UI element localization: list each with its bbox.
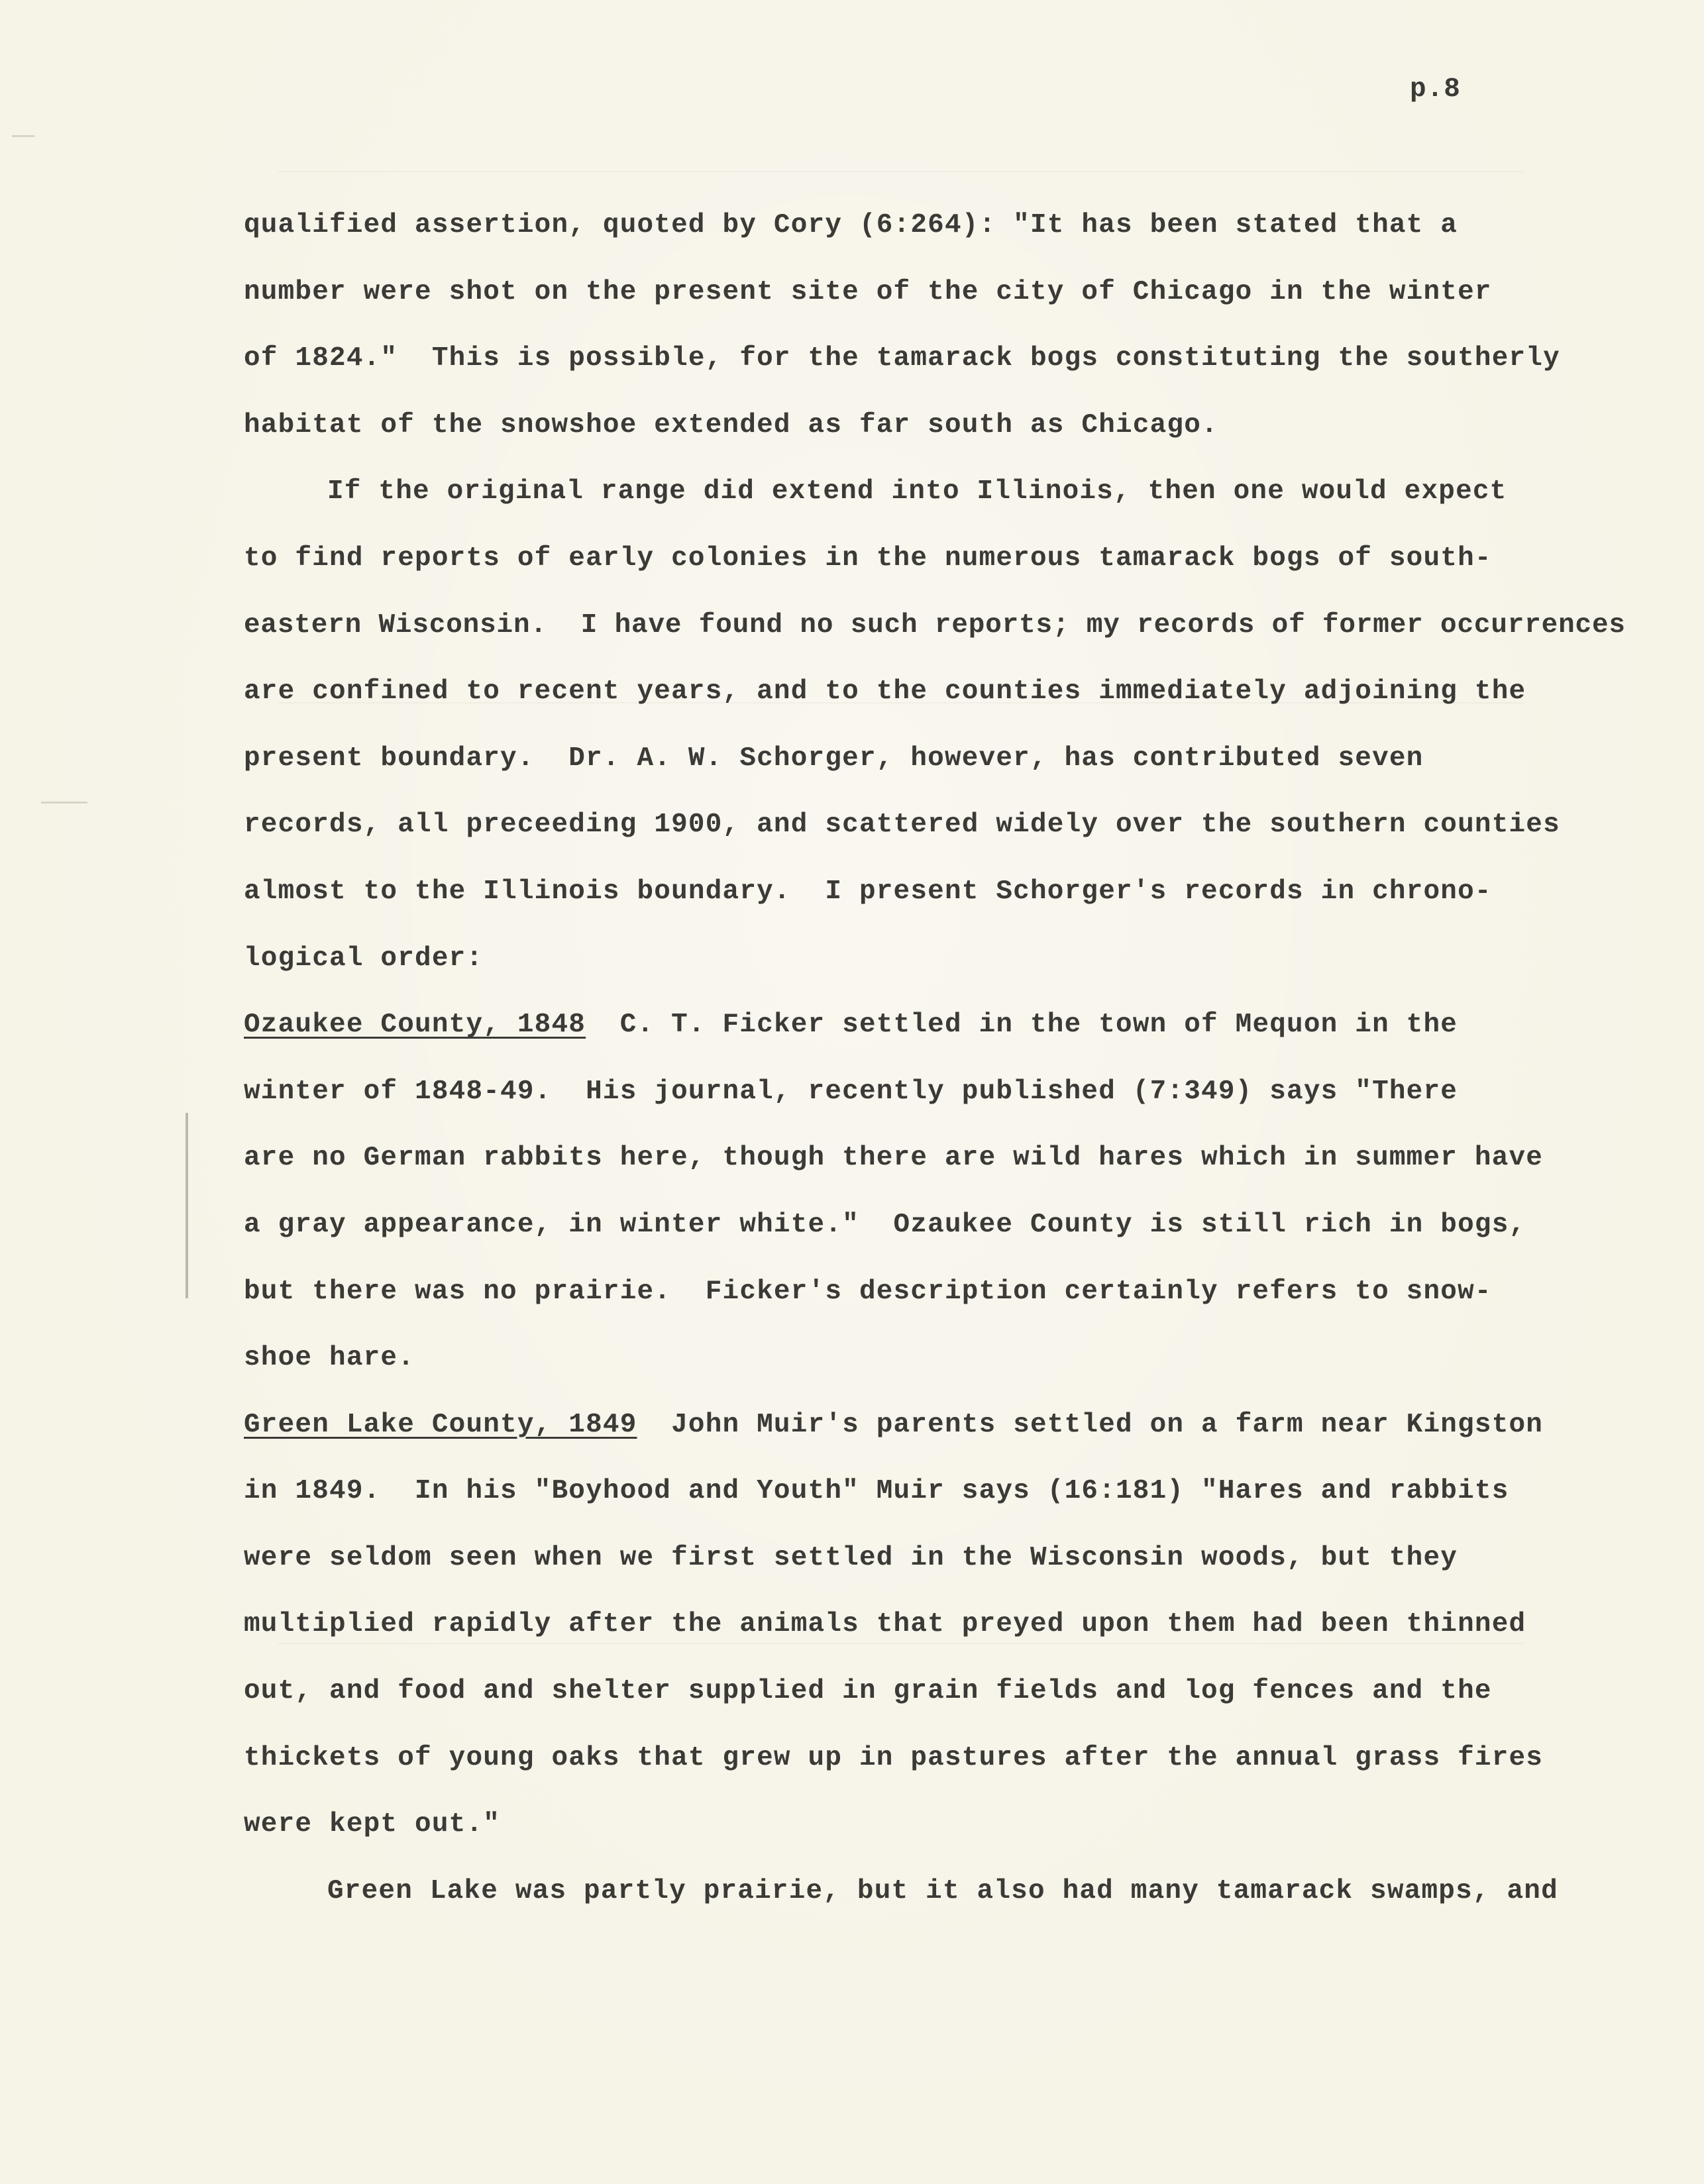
- text-line: number were shot on the present site of the city of Chicago in the winter: [244, 276, 1492, 307]
- text-line: in 1849. In his "Boyhood and Youth" Muir says (16:181) "Hares and rabbits: [244, 1476, 1509, 1507]
- text-line: qualified assertion, quoted by Cory (6:264): "It has been stated that a: [244, 210, 1458, 240]
- text-line: shoe hare.: [244, 1343, 415, 1374]
- text-line: almost to the Illinois boundary. I present Schorger's records in chrono-: [244, 876, 1492, 907]
- text-line: a gray appearance, in winter white." Ozaukee County is still rich in bogs,: [244, 1209, 1526, 1240]
- text-line: eastern Wisconsin. I have found no such reports; my records of former occurrences: [244, 609, 1626, 641]
- section-heading-green-lake: Green Lake County, 1849: [244, 1409, 637, 1440]
- text-line: were kept out.": [244, 1809, 501, 1840]
- margin-pencil-mark: [186, 1113, 188, 1298]
- margin-smudge: [12, 135, 34, 137]
- text-line: logical order:: [244, 943, 484, 974]
- text-line: present boundary. Dr. A. W. Schorger, however, has contributed seven: [244, 743, 1424, 774]
- text-line: Ozaukee County, 1848 C. T. Ficker settled in the town of Mequon in the: [244, 1010, 1458, 1041]
- text-line: out, and food and shelter supplied in grain fields and log fences and the: [244, 1676, 1492, 1707]
- text-line: multiplied rapidly after the animals that preyed upon them had been thinned: [244, 1609, 1526, 1640]
- text-line: were seldom seen when we first settled in the Wisconsin woods, but they: [244, 1542, 1458, 1573]
- text-line: Green Lake County, 1849 John Muir's parents settled on a farm near Kingston: [244, 1409, 1544, 1440]
- bleed-through-line: [278, 171, 1524, 172]
- typed-text-body: [244, 192, 1628, 1924]
- text-line: are no German rabbits here, though there are wild hares which in summer have: [244, 1143, 1544, 1174]
- text-line: but there was no prairie. Ficker's description certainly refers to snow-: [244, 1276, 1492, 1307]
- section-heading-ozaukee: Ozaukee County, 1848: [244, 1010, 586, 1041]
- page-number: p.8: [1410, 74, 1461, 105]
- text-line: of 1824." This is possible, for the tamarack bogs constituting the southerly: [244, 343, 1560, 374]
- text-line: winter of 1848-49. His journal, recently published (7:349) says "There: [244, 1076, 1458, 1107]
- text-line: If the original range did extend into Illinois, then one would expect: [327, 476, 1507, 507]
- text-line: thickets of young oaks that grew up in pastures after the annual grass fires: [244, 1742, 1544, 1773]
- text-line: are confined to recent years, and to the counties immediately adjoining the: [244, 676, 1526, 707]
- text-line: Green Lake was partly prairie, but it also had many tamarack swamps, and: [327, 1875, 1558, 1906]
- margin-smudge: [41, 802, 87, 804]
- text-line: to find reports of early colonies in the numerous tamarack bogs of south-: [244, 543, 1492, 574]
- text-line: records, all preceeding 1900, and scattered widely over the southern counties: [244, 809, 1560, 841]
- text-line: habitat of the snowshoe extended as far south as Chicago.: [244, 409, 1218, 441]
